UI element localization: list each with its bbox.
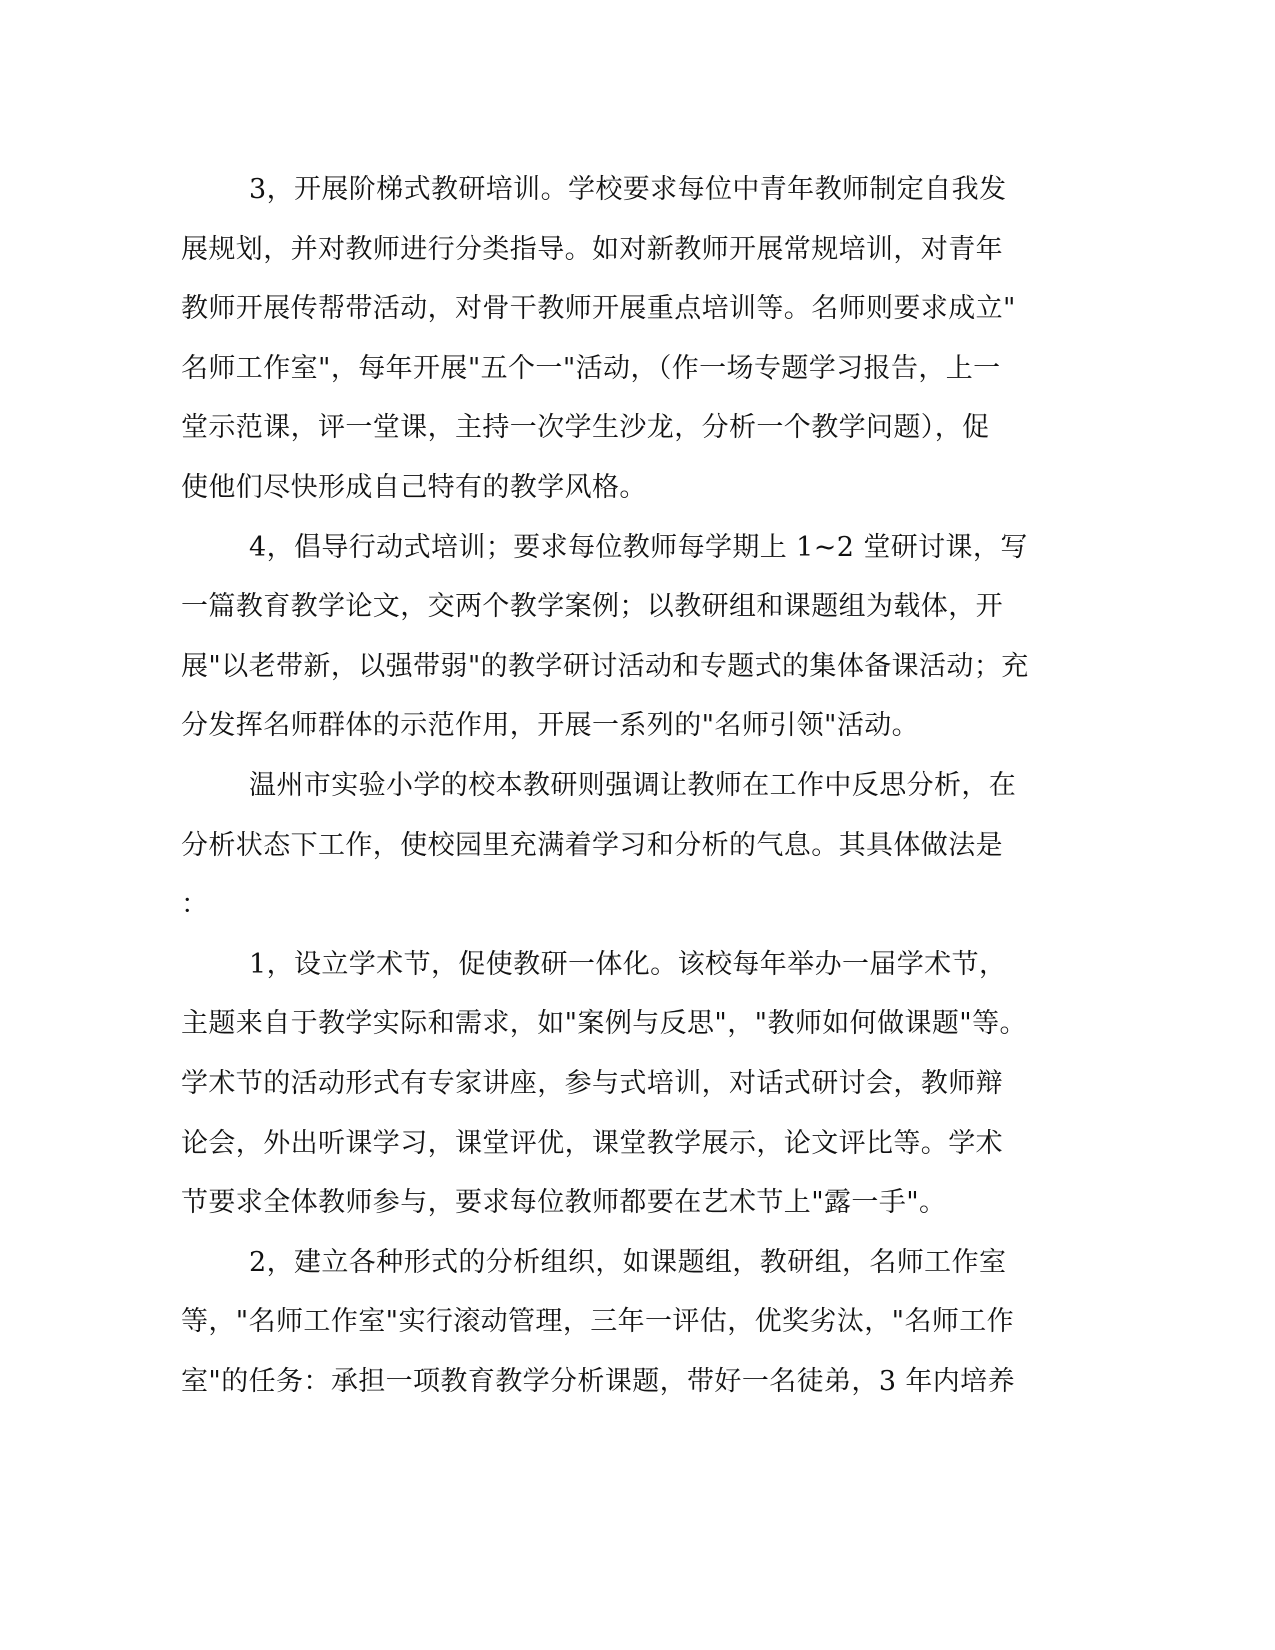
- text-line: 学术节的活动形式有专家讲座，参与式培训，对话式研讨会，教师辩: [181, 1067, 1003, 1099]
- text-line: 论会，外出听课学习，课堂评优，课堂教学展示，论文评比等。学术: [181, 1127, 1003, 1159]
- text-line: 2，建立各种形式的分析组织，如课题组，教研组，名师工作室: [249, 1246, 1007, 1278]
- text-line: 1，设立学术节，促使教研一体化。该校每年举办一届学术节，: [249, 948, 1007, 980]
- text-line: 分析状态下工作，使校园里充满着学习和分析的气息。其具体做法是: [181, 829, 1003, 861]
- text-line: 室"的任务：承担一项教育教学分析课题，带好一名徒弟，3 年内培养: [181, 1365, 1015, 1397]
- text-line: 使他们尽快形成自己特有的教学风格。: [181, 471, 647, 503]
- text-line: 展"以老带新，以强带弱"的教学研讨活动和专题式的集体备课活动；充: [181, 650, 1029, 682]
- document-body: [181, 160, 1029, 1411]
- text-line: 一篇教育教学论文，交两个教学案例；以教研组和课题组为载体，开: [181, 591, 1003, 623]
- text-line: 名师工作室"，每年开展"五个一"活动，（作一场专题学习报告，上一: [181, 352, 1001, 384]
- text-line: 等，"名师工作室"实行滚动管理，三年一评估，优奖劣汰，"名师工作: [181, 1306, 1015, 1338]
- text-line: 节要求全体教师参与，要求每位教师都要在艺术节上"露一手"。: [181, 1187, 947, 1219]
- text-line: 分发挥名师群体的示范作用，开展一系列的"名师引领"活动。: [181, 710, 920, 742]
- text-line: 教师开展传帮带活动，对骨干教师开展重点培训等。名师则要求成立": [181, 293, 1016, 325]
- text-line: 温州市实验小学的校本教研则强调让教师在工作中反思分析，在: [249, 769, 1017, 801]
- text-line: 展规划，并对教师进行分类指导。如对新教师开展常规培训，对青年: [181, 233, 1003, 265]
- text-line: 主题来自于教学实际和需求，如"案例与反思"，"教师如何做课题"等。: [181, 1008, 1027, 1040]
- text-line: 3，开展阶梯式教研培训。学校要求每位中青年教师制定自我发: [249, 174, 1007, 205]
- text-line: ：: [181, 889, 209, 921]
- text-line: 4，倡导行动式培训；要求每位教师每学期上 1~2 堂研讨课，写: [249, 531, 1028, 563]
- text-line: 堂示范课，评一堂课，主持一次学生沙龙，分析一个教学问题），促: [181, 412, 990, 444]
